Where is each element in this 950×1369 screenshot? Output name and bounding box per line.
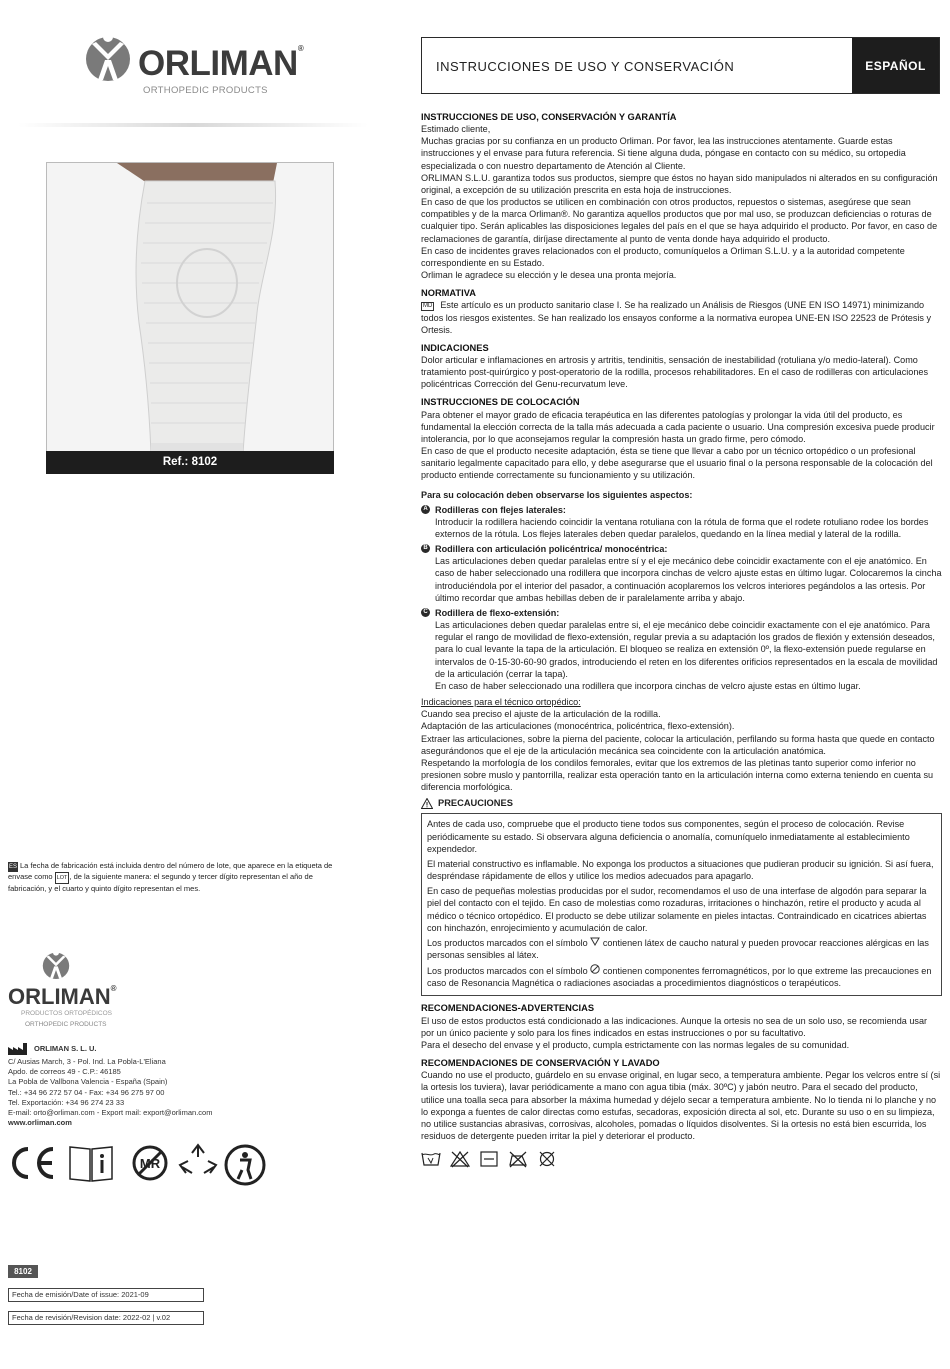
section-title: PRECAUCIONES [438,798,513,809]
paragraph: En caso de haber seleccionado una rodillera que incorpora cinchas de velcro ajuste estas en último lugar. [435,680,861,691]
website-link[interactable]: www.orliman.com [8,1118,72,1128]
product-code-badge: 8102 [8,1265,38,1278]
section-title: INSTRUCCIONES DE COLOCACIÓN [421,397,580,408]
section-title: NORMATIVA [421,288,476,299]
instructions-column [421,111,942,1168]
orliman-figure-icon [78,30,138,82]
paragraph: ORLIMAN S.L.U. garantiza todos sus productos, siempre que éstos no hayan sido manipulados ni alterados en su configuración original, a excepción de su utilización prescrita en esta hoja de instrucciones. [421,172,938,195]
revision-date: Fecha de revisión/Revision date: 2022-02 | v.02 [8,1311,204,1325]
paragraph: Las articulaciones deben quedar paralelas entre si, el eje mecánico debe coincidir exactamente con el eje anatómico. Para regular el rango de movilidad de flexo-extensión, regular previa a su adaptación los grados de flexión y extensión deseados, para lo cual levante la tapa de la articulación. El bloqueo se realiza en extensión 0º, la flexo-extensión puede regularse en intervalos de 0-15-30-60-90 grados, introduciendo el reten en los diferentes orificios representados en la escala de movilidad de la articulación (cerrar la tapa). [435,620,938,679]
hand-wash-icon [421,1150,441,1168]
language-badge: ESPAÑOL [852,38,939,93]
brand-subtitle-es: PRODUCTOS ORTOPÉDICOS [21,1010,113,1017]
list-item [421,503,942,516]
tech-title: Indicaciones para el técnico ortopédico: [421,697,581,708]
email-line: E-mail: orto@orliman.com - Export mail: export@orliman.com [8,1108,213,1118]
read-instructions-icon [68,1143,116,1183]
paragraph: En caso de que los productos se utilicen en combinación con otros productos, repuestos o sistemas, asegúrese que sean compatibles y de la marca Orliman®. No garantiza aquellos productos que por mal uso, se produzcan deficiencias o roturas de cualquier tipo. Serán aplicables las disposiciones legales del país en el que se haya adquirido el producto. Por favor, en caso de reclamaciones de garantía, diríjase directamente al punto de venta donde haya adquirido el producto. [421,197,938,244]
no-iron-icon [508,1150,528,1168]
paragraph: Muchas gracias por su confianza en un producto Orliman. Por favor, lea las instrucciones atentamente. Guarde estas instrucciones y el envase para futura referencia. Si tiene alguna duda, póngase en contacto con su médico, su ortopedia especializada o con nuestro departamento de Atención al Cliente. [421,136,906,171]
paragraph-part: Los productos marcados con el símbolo [427,966,588,977]
paragraph: Las articulaciones deben quedar paralelas entre sí y el eje mecánico debe coincidir exactamente con el eje anatómico. En caso de haber seleccionado una rodillera que incorpora cinchas de velcro ajuste estas en último lugar. Colocaremos la cincha introduciéndola por el interior del pasador, a continuación acoplaremos los velcros interiores pegándolos a las ortesis. Por último recordar que ambas hebillas deben de ir paralelamente arriba y abajo. [435,556,942,603]
title-bar [421,37,940,94]
svg-text:MR: MR [139,1156,161,1171]
paragraph: En caso de que el producto necesite adaptación, ésta se tiene que llevar a cabo por un técnico ortopédico o un profesional sanitario legalmente capacitado para ello, y debe asegurarse que el usuario final o la persona responsable de la colocación del producto entiende correctamente su funcionamiento y su utilización. [421,446,933,481]
paragraph: El material constructivo es inflamable. No exponga los productos a situaciones que pudieran producir su ignición. Si así fuera, despréndase rápidamente de ellos y utilice los medios adecuados para apagarlo. [427,858,934,882]
paragraph: El uso de estos productos está condicionado a las indicaciones. Aunque la ortesis no sea de un solo uso, se recomienda usar por un único paciente y solo para los fines indicados en estas instrucciones o por su facultativo. [421,1015,928,1038]
medical-device-icon: MD [423,303,433,310]
orliman-logo-secondary: ORLIMAN® PRODUCTOS ORTOPÉDICOS ORTHOPEDIC PRODUCTS [8,946,208,1036]
lot-note-text: La fecha de fabricación está incluida dentro del número de lote, que aparece en la etiqueta de envase como [8,861,333,881]
paragraph: Antes de cada uso, compruebe que el producto tiene todos sus componentes, según el proceso de colocación. Revise periódicamente su estado. Si observara alguna deficiencia o anomalía, comuníquelo inmediatamente al establecimiento expendedor. [427,819,910,854]
item-title: Rodillera con articulación policéntrica/ monocéntrica: [435,544,668,555]
es-language-tag: ES [9,864,18,870]
paragraph: Cuando no use el producto, guárdelo en su envase original, en lugar seco, a temperatura ambiente. Pegar los velcros entre sí (si la ortesis los tuviera), lavar periódicamente a mano con agua tibia (máx. 30ºC) y jabón neutro. Para el secado del producto, utilice una toalla seca para absorber la máxima humedad y déjelo secar a temperatura ambiente. No lo tienda ni lo planche y no lo exponga a fuentes de calor directas como estufas, secadoras, exposición directa al sol, etc. Durante su uso o en su limpieza, no utilice sustancias abrasivas, corrosivas, alcoholes, pomadas o líquidos disolventes. Si la ortesis no está bien escurrida, los residuos de detergente pueden irritar la piel y deteriorar el producto. [421,1070,941,1142]
product-reference: Ref.: 8102 [46,451,334,474]
brand-subtitle: ORTHOPEDIC PRODUCTS [25,1021,107,1028]
lot-note-text: , de la siguiente manera: el segundo y tercer dígito representan el año de fabricación, y el cuarto y quinto dígito representan el mes. [8,872,313,893]
section-title: INSTRUCCIONES DE USO, CONSERVACIÓN Y GARANTÍA [421,112,677,122]
paragraph: Este artículo es un producto sanitario clase I. Se ha realizado un Análisis de Riesgos (UNE EN ISO 14971) minimizando todos los riesgos existentes. Se han realizado los ensayos conforme a la normativa europea UNE-EN ISO 22523 de Prótesis y Ortesis. [421,300,932,335]
ce-mark-icon [8,1143,58,1183]
paragraph: Extraer las articulaciones, sobre la pierna del paciente, colocar la articulación, perfilando su forma hasta que quede en contacto asegurándonos que el eje de la articulación mecánica sea coincidente con la articulación anatómica. [421,733,935,756]
brand-subtitle: ORTHOPEDIC PRODUCTS [143,85,268,96]
warning-icon [421,798,433,809]
page-title: INSTRUCCIONES DE USO Y CONSERVACIÓN [436,59,735,74]
letter-b-icon: B [421,544,430,553]
care-symbols [421,1150,942,1168]
paragraph: En caso de incidentes graves relacionados con el producto, comuníquelos a Orliman S.L.U. y a la autoridad competente correspondiente en su Estado. [421,245,905,268]
precautions-heading [421,797,942,809]
mr-conditional-icon [590,964,600,974]
lead-text: Para su colocación deben observarse los siguientes aspectos: [421,489,693,500]
phone-line: Tel. Exportación: +34 96 274 23 33 [8,1097,125,1107]
orliman-logo: ORLIMAN® ORTHOPEDIC PRODUCTS [78,30,378,100]
precautions-box [421,813,942,996]
divider [18,123,368,127]
recycle-icon [178,1143,218,1183]
knee-sleeve-image [47,163,334,474]
brand-name: ORLIMAN [138,44,298,83]
section-title: RECOMENDACIONES-ADVERTENCIAS [421,1003,595,1014]
orliman-figure-icon [38,946,74,982]
personal-use-icon [223,1143,267,1187]
paragraph: Dolor articular e inflamaciones en artrosis y artritis, tendinitis, sensación de inestabilidad (rotuliana y/o medio-lateral). Como tratamiento post-quirúrgico y post-operatorio de la rodilla, procesos rehabilitadores. En el caso de rodilleras con articulaciones policéntricas Corrección del Genu-recurvatum leve. [421,354,928,390]
section-title: INDICACIONES [421,342,489,353]
mr-unsafe-icon [130,1143,170,1183]
item-title: Rodillera de flexo-extensión: [435,607,560,618]
list-item [421,606,942,619]
paragraph: Respetando la morfología de los condilos femorales, evitar que los extremos de las pletinas tanto superior como inferior no presionen sobre muslo y pantorrilla, realizar esta operación tanto en la articulación interna como externa teniendo en cuenta su diferencia morfológica. [421,757,934,793]
paragraph-part: contienen componentes ferromagnéticos, por lo que extreme las precauciones en caso de Resonancia Magnética o radiaciones asociadas a procedimientos diagnósticos o terapéuticos. [427,966,932,989]
lot-symbol-icon: LOT [55,872,70,884]
paragraph: Para obtener el mayor grado de eficacia terapéutica en las diferentes patologías y prolongar la vida útil del producto, es fundamental la elección correcta de la talla más adecuada a cada paciente o usuario. Una compresión excesiva puede producir intolerancia, por lo que aconsejamos regular la compresión hasta un grado firme, pero cómodo. [421,409,935,444]
paragraph: Cuando sea preciso el ajuste de la articulación de la rodilla. [421,709,661,720]
no-dry-clean-icon [537,1150,557,1168]
company-name: ORLIMAN S. L. U. [34,1043,97,1053]
paragraph: Orliman le agradece su elección y le desea una pronta mejoría. [421,270,677,281]
paragraph: Para el desecho del envase y el producto, cumpla estrictamente con las normas legales de su comunidad. [421,1039,850,1050]
brand-name: ORLIMAN [8,984,111,1009]
no-bleach-icon [450,1150,470,1168]
lot-note [8,861,353,894]
dry-flat-icon [479,1150,499,1168]
paragraph: En caso de pequeñas molestias producidas por el sudor, recomendamos el uso de una interfase de algodón para separar la piel del contacto con el tejido. En caso de molestias como rozaduras, irritaciones o hinchazón, retire el producto y acuda al médico o técnico ortopédico. El producto se debe utilizar solamente en pieles intactas. Contraindicado en cicatrices abiertas con hinchazón, enrojecimiento y acumulación de calor. [427,886,927,933]
manufacturer-icon [8,1043,28,1055]
paragraph: Introducir la rodillera haciendo coincidir la ventana rotuliana con la rótula de forma que el rodete rotuliano rodee los bordes externos de la rótula. Los flejes laterales deben quedar paralelos, quedando en la línea medial y lateral de la rodilla. [435,516,929,539]
letter-c-icon: C [421,608,430,617]
product-photo [46,162,334,474]
issue-date: Fecha de emisión/Date of issue: 2021-09 [8,1288,204,1302]
address-line: Apdo. de correos 49 - C.P.: 46185 [8,1067,121,1077]
paragraph-part: contienen látex de caucho natural y pueden provocar reacciones alérgicas en las personas sensibles al látex. [427,937,929,960]
letter-a-icon: A [421,505,430,514]
paragraph: Estimado cliente, [421,124,491,135]
section-title: RECOMENDACIONES DE CONSERVACIÓN Y LAVADO [421,1058,660,1069]
address-line: La Pobla de Vallbona Valencia - España (Spain) [8,1077,168,1087]
item-title: Rodilleras con flejes laterales: [435,504,566,515]
paragraph-part: Los productos marcados con el símbolo [427,937,588,948]
latex-icon [590,937,600,946]
company-info [8,1043,308,1128]
paragraph: Adaptación de las articulaciones (monocéntrica, policéntrica, flexo-extensión). [421,721,735,732]
phone-line: Tel.: +34 96 272 57 04 - Fax: +34 96 275 97 00 [8,1087,165,1097]
address-line: C/ Ausias March, 3 - Pol. Ind. La Pobla-L'Eliana [8,1057,166,1066]
regulatory-symbols [8,1143,273,1188]
list-item [421,542,942,555]
